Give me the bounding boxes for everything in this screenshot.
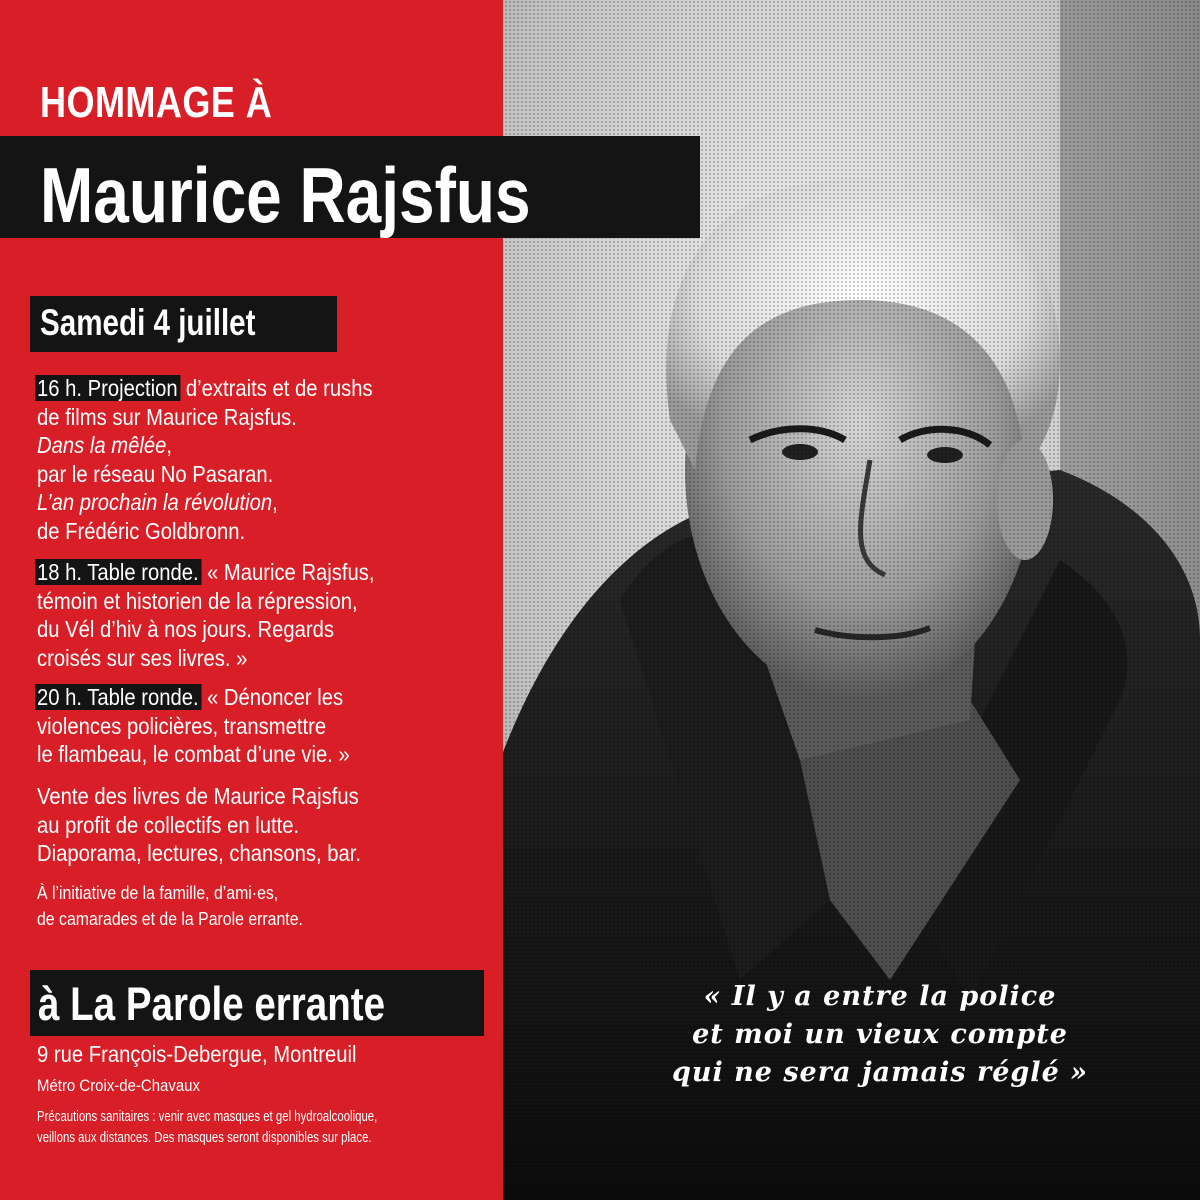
program-time-label: 18 h. Table ronde. [35, 559, 201, 585]
program-time-label: 20 h. Table ronde. [35, 684, 201, 710]
film-title: L’an prochain la révolution [37, 489, 273, 515]
sanitary-line: Précautions sanitaires : venir avec masques et gel hydroalcoolique, [37, 1108, 378, 1125]
sale-line: Vente des livres de Maurice Rajsfus [37, 783, 359, 809]
sale-line: au profit de collectifs en lutte. [37, 811, 300, 838]
quote-line: et moi un vieux compte [692, 1019, 1068, 1050]
initiative-line: de camarades et de la Parole errante. [37, 909, 303, 929]
sanitary-line: veillons aux distances. Des masques seront disponibles sur place. [37, 1129, 372, 1146]
program-text: d’extraits et de rushs [180, 375, 373, 401]
event-date: Samedi 4 juillet [40, 302, 256, 343]
initiative-credits [37, 880, 303, 932]
initiative-line: À l’initiative de la famille, d’ami·es, [37, 883, 279, 903]
program-time-label: 16 h. Projection [35, 375, 180, 401]
quote-line: « Il y a entre la police [703, 981, 1057, 1012]
program-item-16h [37, 374, 373, 545]
sale-line: Diaporama, lectures, chansons, bar. [37, 840, 362, 866]
program-text: violences policières, transmettre [37, 712, 327, 739]
program-text: par le réseau No Pasaran. [37, 460, 274, 487]
kicker-title: HOMMAGE À [40, 78, 273, 127]
program-text: de films sur Maurice Rajsfus. [37, 403, 297, 430]
program-text: témoin et historien de la répression, [37, 587, 358, 614]
program-text: croisés sur ses livres. » [37, 644, 248, 671]
venue-address: 9 rue François-Debergue, Montreuil [37, 1041, 357, 1067]
program-item-18h [37, 558, 375, 672]
film-title: Dans la mêlée [37, 432, 167, 458]
quote-line: qui ne sera jamais réglé » [671, 1057, 1089, 1088]
program-item-20h [37, 683, 350, 769]
book-sale-info [37, 782, 361, 868]
quote [600, 978, 1160, 1092]
honoree-name: Maurice Rajsfus [40, 151, 531, 239]
program-text: le flambeau, le combat d’une vie. » [37, 741, 350, 767]
metro-station: Métro Croix-de-Chavaux [37, 1076, 200, 1095]
program-text: de Frédéric Goldbronn. [37, 517, 246, 544]
program-text: « Maurice Rajsfus, [201, 559, 375, 585]
program-text: « Dénoncer les [201, 684, 344, 710]
program-text: , [272, 489, 278, 515]
sanitary-notice [37, 1106, 377, 1148]
program-text: du Vél d’hiv à nos jours. Regards [37, 616, 335, 642]
venue-name: à La Parole errante [38, 977, 386, 1030]
program-text: , [166, 432, 173, 458]
